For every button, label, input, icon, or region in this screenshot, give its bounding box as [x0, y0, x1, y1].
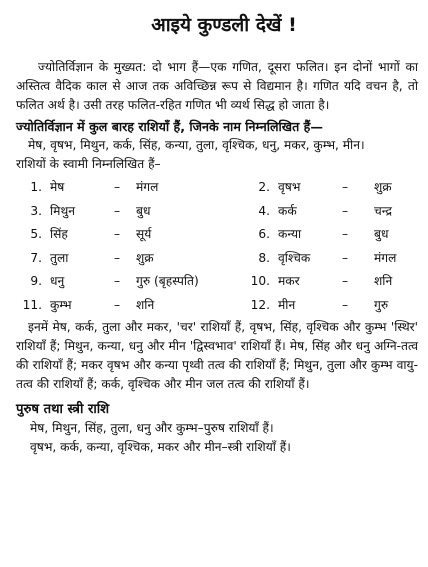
sign-lord: शुक्र [136, 250, 154, 265]
sign-name: मीन [278, 297, 296, 312]
sign-lord: सूर्य [136, 227, 152, 242]
table-row [16, 270, 418, 294]
sign-lord: मंगल [374, 250, 397, 265]
sign-lords-table [16, 176, 418, 317]
sign-name: वृषभ [278, 180, 301, 195]
sign-number: 11. [22, 297, 42, 312]
dash-separator: – [341, 274, 349, 289]
sign-lord: शनि [136, 297, 155, 312]
table-row [16, 223, 418, 247]
dash-separator: – [113, 274, 121, 289]
sign-number: 12. [250, 297, 270, 312]
sign-name: कुम्भ [50, 297, 72, 312]
dash-separator: – [341, 180, 349, 195]
sign-number: 4. [258, 203, 270, 218]
table-row [16, 200, 418, 224]
sign-name: धनु [50, 274, 65, 289]
sign-number: 7. [30, 250, 42, 265]
sign-number: 3. [30, 203, 42, 218]
sign-number: 1. [30, 180, 42, 195]
sign-name: तुला [50, 250, 69, 265]
table-row [16, 176, 418, 200]
sign-name: कर्क [278, 203, 297, 218]
female-signs-line: वृषभ, कर्क, कन्या, वृश्चिक, मकर और मीन–स्त्री राशियाँ हैं। [30, 440, 291, 454]
dash-separator: – [341, 297, 349, 312]
sign-number: 8. [258, 250, 270, 265]
page-title: आइये कुण्डली देखें ! [151, 14, 297, 36]
dash-separator: – [113, 180, 121, 195]
table-row [16, 294, 418, 318]
sign-lord: चन्द्र [374, 203, 392, 218]
lords-intro: राशियों के स्वामी निम्नलिखित हैं– [16, 157, 161, 171]
dash-separator: – [113, 297, 121, 312]
sign-name: कन्या [278, 227, 302, 242]
dash-separator: – [341, 227, 349, 242]
sign-lord: गुरु [374, 297, 389, 312]
sign-lord: गुरु (बृहस्पति) [136, 274, 199, 289]
section-heading-gender: पुरुष तथा स्त्री राशि [16, 402, 110, 417]
signs-list: मेष, वृषभ, मिथुन, कर्क, सिंह, कन्या, तुला, वृश्चिक, धनु, मकर, कुम्भ, मीन। [28, 138, 365, 152]
sign-name: मेष [50, 180, 65, 195]
dash-separator: – [341, 203, 349, 218]
table-row [16, 247, 418, 271]
sign-lord: शुक्र [374, 180, 392, 195]
dash-separator: – [113, 227, 121, 242]
sign-number: 9. [30, 274, 42, 289]
sign-number: 2. [258, 180, 270, 195]
sign-lord: बुध [374, 227, 389, 242]
sign-lord: मंगल [136, 180, 159, 195]
male-signs-line: मेष, मिथुन, सिंह, तुला, धनु और कुम्भ–पुरुष राशियाँ हैं। [30, 421, 274, 435]
sign-number: 6. [258, 227, 270, 242]
sign-lord: शनि [374, 274, 393, 289]
intro-paragraph: ज्योतिर्विज्ञान के मुख्यत: दो भाग हैं—एक गणित, दूसरा फलित। इन दोनों भागों का अस्तित्व वैदिक काल से आज तक अविच्छिन्न रूप से विद्यमान है। गणित यदि वचन है, तो फलित अर्थ है। उसी तरह फलित-रहित गणित भी व्यर्थ सिद्ध हो जाता है। [16, 60, 418, 112]
sign-name: मकर [278, 274, 300, 289]
sign-classification-paragraph: इनमें मेष, कर्क, तुला और मकर, 'चर' राशियाँ हैं, वृषभ, सिंह, वृश्चिक और कुम्भ 'स्थिर' राशियाँ हैं; मिथुन, कन्या, धनु और मीन 'द्विस्वभाव' राशियाँ हैं। मेष, सिंह और धनु अग्नि-तत्व की राशियाँ हैं; मकर वृषभ और कन्या पृथ्वी तत्व की राशियाँ हैं; मिथुन, तुला और कुम्भ वायु-तत्व की राशियाँ हैं; कर्क, वृश्चिक और मीन जल तत्व की राशियाँ हैं। [16, 320, 418, 391]
section-heading-signs: ज्योतिर्विज्ञान में कुल बारह राशियाँ हैं, जिनके नाम निम्नलिखित हैं— [16, 119, 323, 134]
sign-lord: बुध [136, 203, 151, 218]
sign-name: मिथुन [50, 203, 75, 218]
sign-name: वृश्चिक [278, 250, 311, 265]
dash-separator: – [113, 250, 121, 265]
sign-number: 5. [30, 227, 42, 242]
sign-name: सिंह [50, 227, 68, 242]
dash-separator: – [113, 203, 121, 218]
sign-number: 10. [250, 274, 270, 289]
dash-separator: – [341, 250, 349, 265]
